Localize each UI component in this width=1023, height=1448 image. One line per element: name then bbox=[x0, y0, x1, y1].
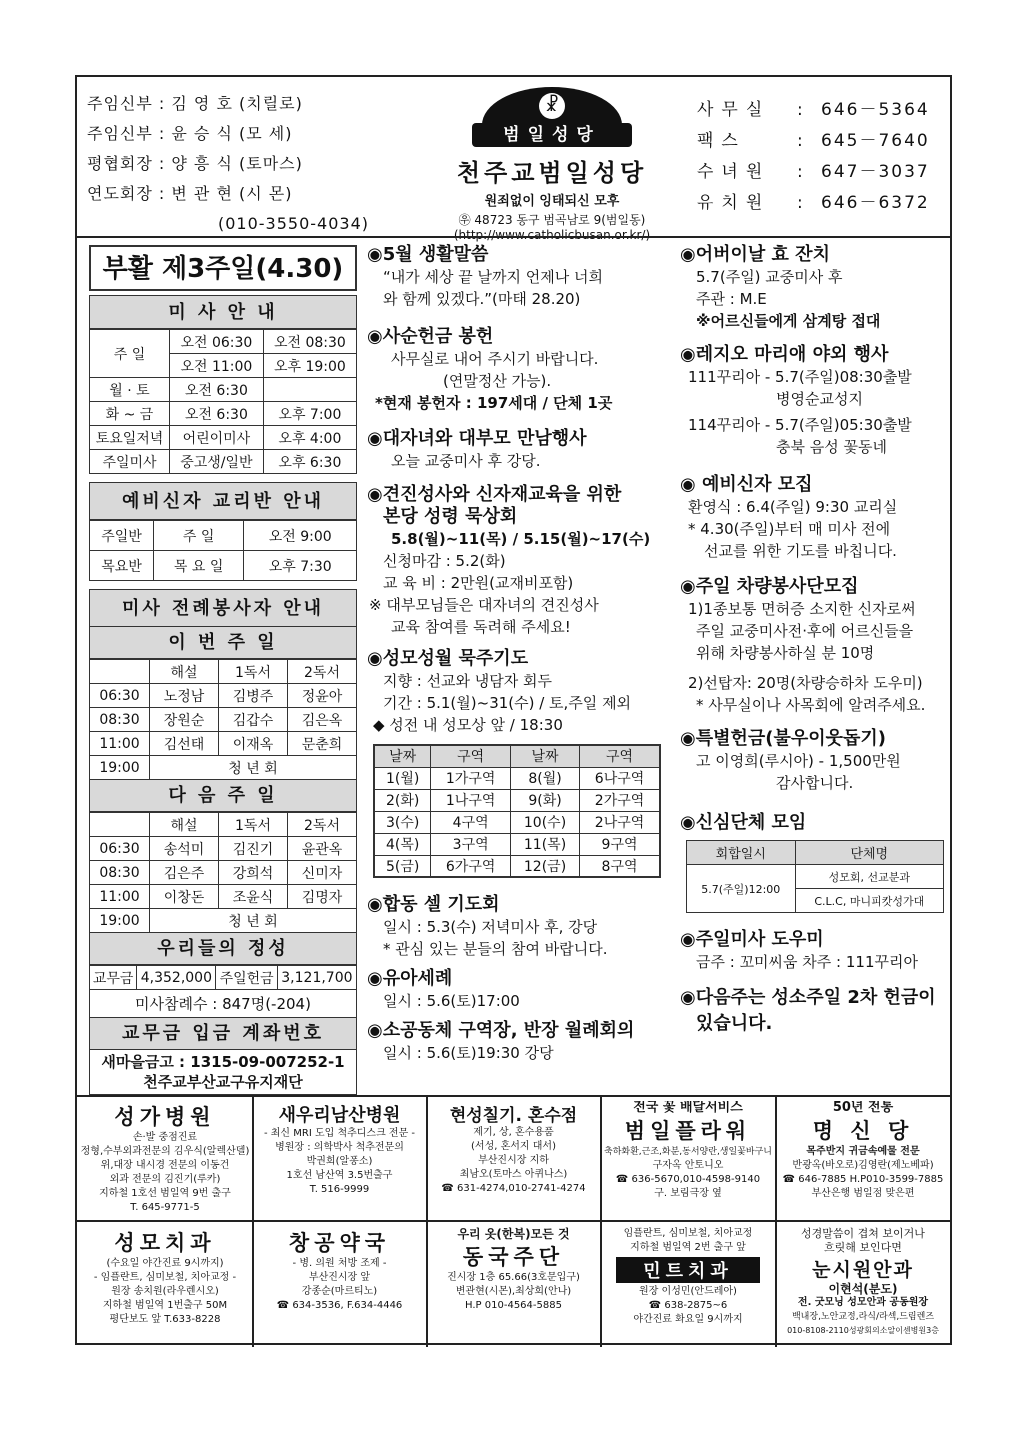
account-number: 새마을금고 : 1315-09-007252-1 bbox=[101, 1053, 345, 1071]
ad-line: 강종순(마르티노) bbox=[301, 1286, 378, 1297]
section-heading: ◉주일미사 도우미 bbox=[680, 929, 824, 950]
table-cell: 06:30 bbox=[90, 837, 150, 861]
mass-title: 미 사 안 내 bbox=[89, 295, 357, 329]
table-cell: 정윤아 bbox=[288, 684, 357, 708]
table-cell: 08:30 bbox=[90, 708, 150, 732]
ad-nunsiwon-eye bbox=[777, 1227, 949, 1338]
church-motto: 원죄없이 잉태되신 모후 bbox=[484, 194, 620, 209]
table-cell: 주일반 bbox=[90, 521, 154, 551]
table-cell: 오전 6:30 bbox=[170, 378, 264, 402]
table-cell: 장원순 bbox=[150, 708, 219, 732]
notice-text: “내가 세상 끝 날까지 언제나 너희 bbox=[383, 268, 603, 286]
table-cell: 10(수) bbox=[510, 811, 579, 833]
table-row bbox=[374, 745, 660, 767]
table-cell: 2가구역 bbox=[580, 789, 660, 811]
ad-line: 전. 굿모닝 성모안과 공동원장 bbox=[797, 1297, 929, 1308]
ad-line: 원장 송치원(라우렌시오) bbox=[111, 1286, 219, 1297]
notice-text: ※ 대부모님들은 대자녀의 견진성사 bbox=[369, 596, 599, 614]
ad-title: 민트치과 bbox=[616, 1257, 760, 1283]
table-cell: 6가구역 bbox=[431, 855, 511, 877]
ad-line: 010-8108-2110성광회의소알이센병원3층 bbox=[787, 1326, 939, 1335]
account-holder: 천주교부산교구유지재단 bbox=[143, 1073, 303, 1091]
table-row bbox=[90, 813, 357, 837]
section-heading: 본당 성령 묵상회 bbox=[383, 506, 518, 527]
table-row bbox=[90, 861, 357, 885]
section-heading: ◉유아세례 bbox=[367, 968, 453, 989]
table-cell: 조윤식 bbox=[219, 885, 288, 909]
table-cell: 김갑수 bbox=[219, 708, 288, 732]
table-cell: 8구역 bbox=[580, 855, 660, 877]
ad-line: ☎ 631-4274,010-2741-4274 bbox=[441, 1183, 586, 1194]
section-heading: ◉대자녀와 대부모 만남행사 bbox=[367, 428, 587, 449]
contact-row: 유치원 : 646－6372 bbox=[697, 193, 930, 213]
notice-text: 지향 : 선교와 냉담자 회두 bbox=[383, 672, 553, 690]
notice-text: 일시 : 5.3(수) 저녁미사 후, 강당 bbox=[383, 918, 598, 936]
ad-mint-dental bbox=[602, 1227, 774, 1327]
table-row bbox=[90, 966, 357, 990]
section-heading: ◉소공동체 구역장, 반장 월례회의 bbox=[367, 1020, 635, 1041]
ad-title: 동국주단 bbox=[462, 1245, 565, 1269]
table-cell: 12(금) bbox=[510, 855, 579, 877]
table-cell: 성모회, 선교분과 bbox=[795, 865, 943, 889]
table-cell: 교무금 bbox=[90, 966, 137, 990]
table-cell: 김진기 bbox=[219, 837, 288, 861]
offering-table bbox=[89, 965, 357, 990]
ad-line: 반광옥(바오로)김영란(제노베파) bbox=[792, 1160, 934, 1171]
table-row bbox=[90, 450, 357, 474]
group-table bbox=[686, 840, 944, 913]
ad-dongguk-judan bbox=[428, 1227, 599, 1313]
table-cell: 3구역 bbox=[431, 833, 511, 855]
table-cell: 5(금) bbox=[374, 855, 431, 877]
table-cell: 8(월) bbox=[510, 767, 579, 789]
table-cell: C.L.C, 마니피캇성가대 bbox=[795, 889, 943, 913]
notice-text: 사무실로 내어 주시기 바랍니다. bbox=[391, 350, 599, 368]
rosary-table bbox=[373, 744, 661, 878]
church-address: ㉾ 48723 동구 범곡남로 9(범일동) bbox=[458, 213, 646, 227]
ad-line: - 병. 의원 처방 조제 - bbox=[292, 1258, 387, 1269]
ad-title: 성모치과 bbox=[114, 1231, 216, 1255]
table-cell: 구역 bbox=[580, 745, 660, 767]
table-row bbox=[90, 551, 357, 581]
notice-text: 신청마감 : 5.2(화) bbox=[383, 552, 506, 570]
table-cell: 9구역 bbox=[580, 833, 660, 855]
church-name: 천주교범일성당 bbox=[456, 159, 648, 187]
notice-text: *현재 봉헌자 : 197세대 / 단체 1곳 bbox=[375, 394, 613, 412]
notice-text: 5.7(주일) 교중미사 후 bbox=[696, 268, 843, 286]
section-heading: ◉어버이날 효 잔치 bbox=[680, 244, 830, 265]
table-cell: 김명자 bbox=[288, 885, 357, 909]
table-cell: 날짜 bbox=[510, 745, 579, 767]
table-cell: 날짜 bbox=[374, 745, 431, 767]
table-row bbox=[374, 789, 660, 811]
ad-line: 원장 이성민(안드레아) bbox=[639, 1286, 737, 1297]
table-cell: 어린이미사 bbox=[170, 426, 264, 450]
notice-text: 고 이영희(루시아) - 1,500만원 bbox=[696, 752, 901, 770]
notice-text: 2)선탑자: 20명(차량승하차 도우미) bbox=[688, 674, 923, 692]
table-row bbox=[90, 660, 357, 684]
table-cell: 2나구역 bbox=[580, 811, 660, 833]
table-cell: 오후 7:00 bbox=[263, 402, 356, 426]
sunday-title: 부활 제3주일(4.30) bbox=[89, 245, 357, 291]
table-row bbox=[90, 708, 357, 732]
ad-line: 50년 전통 bbox=[832, 1101, 894, 1115]
next-week-table bbox=[89, 812, 357, 933]
ad-line: 지하철 1호선 범일역 9번 출구 bbox=[99, 1188, 231, 1199]
ad-line: 야간진료 화요일 9시까지 bbox=[633, 1314, 743, 1325]
table-row bbox=[90, 837, 357, 861]
table-cell: 오전 11:00 bbox=[170, 354, 264, 378]
notice-text: 감사합니다. bbox=[776, 774, 854, 792]
ad-line: 외과 전문의 김진기(루카) bbox=[109, 1174, 221, 1185]
table-cell: 오후 6:30 bbox=[263, 450, 356, 474]
table-cell: 5.7(주일)12:00 bbox=[687, 865, 796, 913]
ad-line: 위,대장 내시경 전문의 이동건 bbox=[100, 1160, 230, 1171]
ad-line: 목주반지 귀금속예물 전문 bbox=[806, 1146, 920, 1157]
ad-line: ☎ 646-7885 H.P010-3599-7885 bbox=[782, 1174, 944, 1185]
table-cell: 신미자 bbox=[288, 861, 357, 885]
notice-text: 교 육 비 : 2만원(교재비포함) bbox=[383, 574, 574, 592]
table-row bbox=[687, 841, 944, 865]
table-cell: 윤관옥 bbox=[288, 837, 357, 861]
ad-line: 축하화환,근조,화분,동서양란,생일꽃바구니 bbox=[604, 1147, 772, 1157]
table-cell: 청 년 회 bbox=[150, 909, 357, 933]
ad-line: H.P 010-4564-5885 bbox=[465, 1300, 562, 1311]
table-cell: 김병주 bbox=[219, 684, 288, 708]
notice-text: * 사무실이나 사목회에 알려주세요. bbox=[696, 696, 926, 714]
notice-text: 충북 음성 꽃동네 bbox=[776, 438, 887, 456]
table-cell: 19:00 bbox=[90, 909, 150, 933]
table-cell: 9(화) bbox=[510, 789, 579, 811]
table-row bbox=[374, 833, 660, 855]
header-divider bbox=[77, 236, 950, 238]
table-cell: 오후 19:00 bbox=[263, 354, 356, 378]
section-heading: ◉다음주는 성소주일 2차 헌금이 bbox=[680, 987, 936, 1008]
ad-line: 손·발 중점진료 bbox=[132, 1132, 198, 1143]
notice-text: 111꾸리아 - 5.7(주일)08:30출발 bbox=[688, 368, 912, 386]
table-cell: 08:30 bbox=[90, 861, 150, 885]
ad-line: ☎ 636-5670,010-4598-9140 bbox=[615, 1174, 761, 1185]
table-row bbox=[90, 909, 357, 933]
ad-line: (서성, 혼서지 대서) bbox=[471, 1141, 556, 1152]
section-heading: ◉ 예비신자 모집 bbox=[680, 474, 813, 495]
table-cell: 청 년 회 bbox=[150, 756, 357, 780]
middle-column bbox=[367, 240, 667, 1064]
ad-line: - 임플란트, 심미보철, 치아교정 - bbox=[93, 1272, 237, 1283]
ad-line: 제기, 상, 혼수용품 bbox=[473, 1127, 554, 1138]
notice-text: 5.8(월)~11(목) / 5.15(월)~17(수) bbox=[391, 530, 651, 548]
notice-text: 환영식 : 6.4(주일) 9:30 교리실 bbox=[688, 498, 898, 516]
ad-hyeonseong bbox=[428, 1101, 599, 1196]
table-cell: 06:30 bbox=[90, 684, 150, 708]
table-row bbox=[687, 865, 944, 889]
notice-text: 주일 교중미사전·후에 어르신들을 bbox=[696, 622, 914, 640]
table-cell: 4구역 bbox=[431, 811, 511, 833]
notice-text: 와 함께 있겠다.”(마태 28.20) bbox=[383, 290, 581, 308]
section-heading: 있습니다. bbox=[696, 1013, 773, 1034]
ad-line: 구. 보림극장 옆 bbox=[654, 1188, 722, 1199]
ad-title: 창공약국 bbox=[288, 1231, 391, 1255]
catechumen-title: 예비신자 교리반 안내 bbox=[89, 482, 357, 520]
ad-line: 구자옥 안토니오 bbox=[652, 1160, 724, 1171]
ad-title: 명 신 당 bbox=[812, 1119, 914, 1143]
table-cell bbox=[263, 378, 356, 402]
table-row bbox=[90, 885, 357, 909]
section-heading: ◉사순헌금 봉헌 bbox=[367, 326, 494, 347]
table-cell: 오전 9:00 bbox=[244, 521, 357, 551]
notice-text: * 4.30(주일)부터 매 미사 전에 bbox=[688, 520, 891, 538]
contact-row: 수녀원 : 647－3037 bbox=[697, 162, 930, 182]
table-cell: 월 · 토 bbox=[90, 378, 170, 402]
table-cell: 2독서 bbox=[288, 813, 357, 837]
ad-line: ☎ 634-3536, F.634-4446 bbox=[276, 1300, 403, 1311]
catechumen-table bbox=[89, 520, 357, 581]
ad-saeuri-hospital bbox=[254, 1101, 425, 1197]
table-row bbox=[90, 378, 357, 402]
table-row bbox=[90, 402, 357, 426]
ad-line: 부산은행 범일점 맞은편 bbox=[811, 1188, 915, 1199]
ad-title: 범일플라워 bbox=[624, 1119, 752, 1143]
notice-text: 주관 : M.E bbox=[696, 290, 767, 308]
notice-text: 선교를 위한 기도를 바칩니다. bbox=[704, 542, 897, 560]
ad-line: ☎ 638-2875~6 bbox=[648, 1300, 728, 1311]
ad-line: 병원장 : 의학박사 척추전문의 bbox=[275, 1142, 404, 1153]
ad-title: 성가병원 bbox=[114, 1105, 216, 1129]
logo-text: 범일성당 bbox=[472, 123, 632, 147]
ad-line: 진시장 1층 65.66(3호문입구) bbox=[447, 1272, 580, 1283]
ad-line: 임플란트, 심미보철, 치아교정 bbox=[623, 1228, 753, 1239]
ad-line: 부산진시장 지하 bbox=[478, 1155, 549, 1166]
table-cell: 오후 7:30 bbox=[244, 551, 357, 581]
table-cell: 송석미 bbox=[150, 837, 219, 861]
ad-line: 최남오(토마스 아퀴나스) bbox=[459, 1169, 568, 1180]
ad-line: 백내장,노안교정,라식/라섹,드림렌즈 bbox=[791, 1312, 935, 1322]
contact-row: 팩스 : 645－7640 bbox=[697, 131, 930, 151]
section-heading: ◉주일 차량봉사단모집 bbox=[680, 576, 859, 597]
ad-line: - 최신 MRI 도입 척추디스크 전문 - bbox=[263, 1128, 416, 1139]
account-title: 교무금 입금 계좌번호 bbox=[89, 1018, 357, 1050]
account-info bbox=[89, 1050, 357, 1095]
ad-line: (수요일 야간진료 9시까지) bbox=[106, 1258, 224, 1269]
table-cell: 주 일 bbox=[154, 521, 244, 551]
this-week-title: 이 번 주 일 bbox=[89, 627, 357, 659]
table-cell: 1(월) bbox=[374, 767, 431, 789]
notice-text: 1)1종보통 면허증 소지한 신자로써 bbox=[688, 600, 916, 618]
notice-text: 일시 : 5.6(토)17:00 bbox=[383, 992, 520, 1010]
ad-line: 흐릿해 보인다면 bbox=[824, 1241, 902, 1254]
table-cell: 오후 4:00 bbox=[263, 426, 356, 450]
ad-line: 지하철 범일역 1번출구 50M bbox=[102, 1300, 228, 1311]
table-row bbox=[374, 855, 660, 877]
table-row bbox=[90, 426, 357, 450]
table-cell: 오전 6:30 bbox=[170, 402, 264, 426]
table-cell: 해설 bbox=[150, 660, 219, 684]
left-column bbox=[89, 245, 357, 1095]
ad-line: 우리 옷(한복)모든 것 bbox=[457, 1227, 570, 1241]
church-masthead bbox=[417, 87, 687, 242]
ad-line: 성경말씀이 겹쳐 보이거나 bbox=[801, 1227, 925, 1240]
mass-table bbox=[89, 329, 357, 474]
table-cell: 오전 06:30 bbox=[170, 330, 264, 354]
chi-rho-icon: ☧ bbox=[539, 93, 565, 119]
ad-line: 변관현(시몬),최상희(안나) bbox=[455, 1286, 572, 1297]
ad-title: 현성칠기. 혼수점 bbox=[449, 1106, 578, 1126]
table-cell: 1가구역 bbox=[431, 767, 511, 789]
table-cell: 3,121,700 bbox=[277, 966, 356, 990]
table-cell: 강희석 bbox=[219, 861, 288, 885]
right-column bbox=[680, 240, 950, 1035]
table-row bbox=[90, 684, 357, 708]
table-cell: 해설 bbox=[150, 813, 219, 837]
ad-line: 전국 꽃 배달서비스 bbox=[633, 1101, 743, 1115]
ad-seongga-hospital bbox=[79, 1101, 251, 1215]
table-cell: 6나구역 bbox=[580, 767, 660, 789]
table-cell: 이창돈 bbox=[150, 885, 219, 909]
offering-title: 우리들의 정성 bbox=[89, 933, 357, 965]
officer-phone: (010-3550-4034) bbox=[217, 214, 369, 233]
notice-text: 병영순교성지 bbox=[776, 390, 863, 408]
contact-row: 사무실 : 646－5364 bbox=[697, 100, 930, 120]
notice-text: 위해 차량봉사하실 분 10명 bbox=[696, 644, 875, 662]
ad-line: T. 516-9999 bbox=[309, 1184, 370, 1195]
table-cell: 단체명 bbox=[795, 841, 943, 865]
table-cell: 노정남 bbox=[150, 684, 219, 708]
table-cell: 11:00 bbox=[90, 885, 150, 909]
table-cell: 김은주 bbox=[150, 861, 219, 885]
table-cell: 주일헌금 bbox=[216, 966, 277, 990]
notice-text: ※어르신들에게 삼계탕 접대 bbox=[696, 312, 881, 330]
bulletin-frame bbox=[75, 75, 952, 1345]
table-cell: 2(화) bbox=[374, 789, 431, 811]
table-cell: 19:00 bbox=[90, 756, 150, 780]
section-heading: ◉특별헌금(불우이웃돕기) bbox=[680, 728, 887, 749]
ad-title: 눈시원안과 bbox=[812, 1259, 914, 1281]
officer-list bbox=[87, 89, 377, 239]
ad-line: 이현석(분도) bbox=[828, 1282, 898, 1296]
section-heading: ◉레지오 마리애 야외 행사 bbox=[680, 344, 889, 365]
ad-line: 1호선 남산역 3.5번출구 bbox=[286, 1170, 393, 1181]
table-cell: 목요반 bbox=[90, 551, 154, 581]
next-week-title: 다 음 주 일 bbox=[89, 780, 357, 812]
ad-beomil-flower bbox=[602, 1101, 774, 1201]
table-cell: 주 일 bbox=[90, 330, 170, 378]
table-cell: 회합일시 bbox=[687, 841, 796, 865]
table-row bbox=[374, 811, 660, 833]
table-cell: 화 ~ 금 bbox=[90, 402, 170, 426]
table-cell bbox=[90, 813, 150, 837]
officer-row: 주임신부 : 윤 승 식 (모 세) bbox=[87, 124, 293, 143]
table-cell: 1나구역 bbox=[431, 789, 511, 811]
contact-list bbox=[697, 95, 947, 219]
table-cell: 문춘희 bbox=[288, 732, 357, 756]
table-row bbox=[90, 330, 357, 354]
table-row bbox=[374, 767, 660, 789]
notice-text: 금주 : 꼬미씨움 차주 : 111꾸리아 bbox=[696, 953, 918, 971]
ads-divider bbox=[77, 1095, 950, 1097]
section-heading: ◉성모성월 묵주기도 bbox=[367, 648, 529, 669]
table-cell: 오전 08:30 bbox=[263, 330, 356, 354]
officer-row: 연도회장 : 변 관 현 (시 몬) bbox=[87, 184, 293, 203]
notice-text: (연말정산 가능). bbox=[443, 372, 552, 390]
ad-changgong-pharmacy bbox=[254, 1227, 425, 1313]
officer-row: 평협회장 : 양 흥 식 (토마스) bbox=[87, 154, 303, 173]
officer-row: 주임신부 : 김 영 호 (치릴로) bbox=[87, 94, 303, 113]
table-cell: 4(목) bbox=[374, 833, 431, 855]
section-heading: ◉합동 셀 기도회 bbox=[367, 894, 500, 915]
table-cell: 1독서 bbox=[219, 813, 288, 837]
section-heading: ◉신심단체 모임 bbox=[680, 812, 807, 833]
section-heading: ◉5월 생활말씀 bbox=[367, 244, 489, 265]
church-url[interactable]: (http://www.catholicbusan.or.kr/) bbox=[453, 228, 651, 242]
notice-text: 114꾸리아 - 5.7(주일)05:30출발 bbox=[688, 416, 912, 434]
ad-title: 새우리남산병원 bbox=[278, 1105, 401, 1126]
table-cell: 11:00 bbox=[90, 732, 150, 756]
table-cell: 이재옥 bbox=[219, 732, 288, 756]
notice-text: 일시 : 5.6(토)19:30 강당 bbox=[383, 1044, 554, 1062]
table-cell: 주일미사 bbox=[90, 450, 170, 474]
table-cell: 1독서 bbox=[219, 660, 288, 684]
table-cell bbox=[90, 660, 150, 684]
table-row bbox=[90, 732, 357, 756]
notice-text: 교육 참여를 독려해 주세요! bbox=[391, 618, 571, 636]
this-week-table bbox=[89, 659, 357, 780]
notice-text: * 관심 있는 분들의 참여 바랍니다. bbox=[383, 940, 608, 958]
notice-text: 기간 : 5.1(월)~31(수) / 토,주일 제외 bbox=[383, 694, 632, 712]
table-cell: 토요일저녁 bbox=[90, 426, 170, 450]
notice-text: 오늘 교중미사 후 강당. bbox=[391, 452, 541, 470]
ad-line: 부산진시장 앞 bbox=[308, 1272, 371, 1283]
ad-line: T. 645-9771-5 bbox=[130, 1202, 200, 1213]
ad-line: 평단보도 앞 T.633-8228 bbox=[109, 1314, 221, 1325]
table-cell: 중고생/일반 bbox=[170, 450, 264, 474]
servers-title: 미사 전례봉사자 안내 bbox=[89, 589, 357, 627]
table-cell: 2독서 bbox=[288, 660, 357, 684]
section-heading: ◉견진성사와 신자재교육을 위한 bbox=[367, 484, 622, 505]
table-cell: 11(목) bbox=[510, 833, 579, 855]
table-row bbox=[90, 521, 357, 551]
table-cell: 목 요 일 bbox=[154, 551, 244, 581]
ad-line: 지하철 범일역 2번 출구 앞 bbox=[630, 1242, 746, 1253]
table-cell: 김은옥 bbox=[288, 708, 357, 732]
church-logo bbox=[472, 87, 632, 147]
table-cell: 김선태 bbox=[150, 732, 219, 756]
table-row bbox=[90, 756, 357, 780]
table-cell: 4,352,000 bbox=[137, 966, 216, 990]
table-cell: 구역 bbox=[431, 745, 511, 767]
ad-line: 정형,수부외과전문의 김우식(알렉산델) bbox=[80, 1146, 250, 1157]
ads-row-divider bbox=[77, 1220, 950, 1222]
ad-myeongsin bbox=[777, 1101, 949, 1201]
attendance: 미사참례수 : 847명(-204) bbox=[89, 990, 357, 1018]
notice-text: ◆ 성전 내 성모상 앞 / 18:30 bbox=[373, 716, 563, 734]
ad-seongmo-dental bbox=[79, 1227, 251, 1327]
table-cell: 3(수) bbox=[374, 811, 431, 833]
ad-line: 박권희(알퐁소) bbox=[306, 1156, 373, 1167]
